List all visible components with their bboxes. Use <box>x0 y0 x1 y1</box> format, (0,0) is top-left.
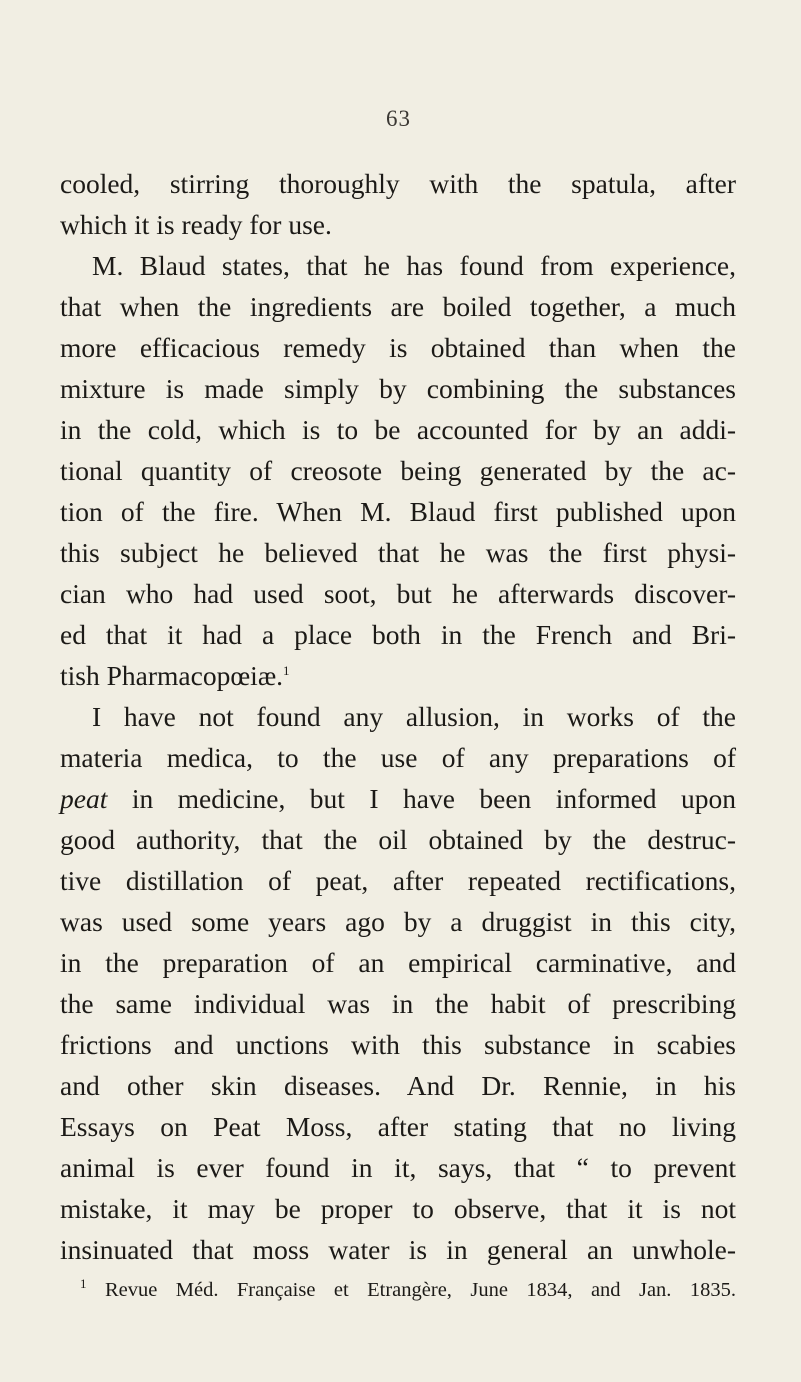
text-line: cian who had used soot, but he afterwards discover- <box>60 578 736 609</box>
text-line: tion of the fire. When M. Blaud first published upon <box>60 496 736 527</box>
text-line: good authority, that the oil obtained by the destruc- <box>60 824 736 855</box>
text-line: the same individual was in the habit of prescribing <box>60 988 736 1019</box>
text-line: tive distillation of peat, after repeated rectifications, <box>60 865 736 896</box>
text-line: and other skin diseases. And Dr. Rennie, in his <box>60 1070 736 1101</box>
text-line: M. Blaud states, that he has found from experience, <box>92 250 736 281</box>
text-line <box>60 660 736 692</box>
text-line: cooled, stirring thoroughly with the spatula, after <box>60 168 736 199</box>
text-line: this subject he believed that he was the first physi- <box>60 537 736 568</box>
page-number: 63 <box>386 106 411 131</box>
text-line: frictions and unctions with this substance in scabies <box>60 1029 736 1060</box>
text-line <box>60 783 736 815</box>
text-line: Essays on Peat Moss, after stating that no living <box>60 1111 736 1142</box>
footnote <box>80 1277 736 1303</box>
text-line: mixture is made simply by combining the substances <box>60 373 736 404</box>
text-line: in the cold, which is to be accounted for by an addi- <box>60 414 736 445</box>
text-line: tional quantity of creosote being generated by the ac- <box>60 455 736 486</box>
text-line: insinuated that moss water is in general an unwhole- <box>60 1234 736 1265</box>
text-line: which it is ready for use. <box>60 209 332 240</box>
text-line-body: tish Pharmacopœiæ. <box>60 660 284 691</box>
text-line: that when the ingredients are boiled together, a much <box>60 291 736 322</box>
text-line: ed that it had a place both in the French and Bri- <box>60 619 736 650</box>
text-line: materia medica, to the use of any preparations of <box>60 742 736 773</box>
italic-word-peat: peat <box>60 783 108 814</box>
text-line-rest: in medicine, but I have been informed upon <box>107 783 736 814</box>
footnote-marker: 1 <box>80 1276 87 1292</box>
text-line: was used some years ago by a druggist in this city, <box>60 906 736 937</box>
text-line: animal is ever found in it, says, that “ to prevent <box>60 1152 736 1183</box>
footnote-reference: 1 <box>283 662 290 678</box>
text-line: mistake, it may be proper to observe, that it is not <box>60 1193 736 1224</box>
text-line: I have not found any allusion, in works of the <box>92 701 736 732</box>
text-line: more efficacious remedy is obtained than when the <box>60 332 736 363</box>
text-line: in the preparation of an empirical carminative, and <box>60 947 736 978</box>
footnote-text: Revue Méd. Française et Etrangère, June 1834, and Jan. 1835. <box>104 1279 737 1301</box>
